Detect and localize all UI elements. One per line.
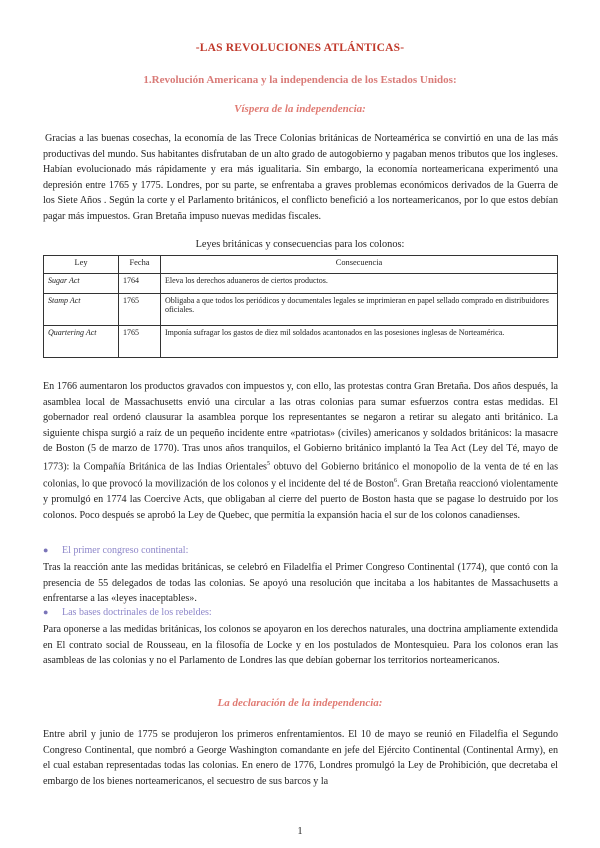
header-consecuencia: Consecuencia: [161, 256, 558, 274]
footnote-ref: 5: [267, 460, 270, 467]
subheading-vispera: Víspera de la independencia:: [234, 103, 366, 115]
paragraph-congreso: Tras la reacción ante las medidas británicas, se celebró en Filadelfia el Primer Congreso Continental (1774), que contó con la presencia de 55 delegados de todas las colonias. Se apoyó una resolución que incitaba a los habitantes de Massachusetts a enfrentarse a las «leyes inaceptables».: [43, 562, 558, 604]
cell-fecha: 1764: [119, 274, 161, 294]
header-ley: Ley: [44, 256, 119, 274]
bullet-bases: [43, 607, 212, 618]
laws-table: [43, 255, 558, 358]
table-row: [44, 326, 558, 358]
paragraph-1766-part-b: obtuvo del Gobierno británico el monopolio de la venta de té en las colonias, lo que provocó la movilización de los colonos y el incidente del té de Boston: [43, 460, 559, 490]
table-caption: Leyes británicas y consecuencias para los colonos:: [195, 239, 405, 250]
cell-consecuencia: Obligaba a que todos los periódicos y documentales legales se imprimieran en papel sellado comprado en distribuidores oficiales.: [161, 294, 558, 326]
page-number: 1: [297, 826, 303, 837]
bullet-congreso: [43, 545, 189, 556]
bullet-dot-icon: ●: [43, 607, 49, 617]
table-header-row: [44, 256, 558, 274]
table-row: [44, 294, 558, 326]
intro-paragraph: Gracias a las buenas cosechas, la economía de las Trece Colonias británicas de Norteamérica se convirtió en una de las más productivas del mundo. Sus habitantes disfrutaban de un alto grado de autogobierno y pagaban menos tributos que los ingleses. Habían evolucionado más rápidamente y era más igualitaria. Sin embargo, la economía norteamericana experimentó una depresión entre 1765 y 1775. Londres, por su parte, se enfrentaba a graves problemas económicos derivados de la Guerra de los Siete Años . Según la corte y el Parlamento británicos, el conflicto benefició a los norteamericanos, por lo que estos debían pagar más impuestos. Gran Bretaña impuso nuevas medidas fiscales.: [43, 133, 558, 222]
cell-fecha: 1765: [119, 294, 161, 326]
bullet-dot-icon: ●: [43, 545, 49, 555]
subheading-declaracion: La declaración de la independencia:: [217, 697, 383, 709]
cell-ley: Quartering Act: [44, 326, 119, 358]
cell-ley: Sugar Act: [44, 274, 119, 294]
section-heading: 1.Revolución Americana y la independencia de los Estados Unidos:: [143, 74, 457, 86]
paragraph-1766-part-a: En 1766 aumentaron los productos gravados con impuestos y, con ello, las protestas contra Gran Bretaña. Dos años después, la asamblea local de Massachusetts envió una circular a las otras colonias para sumar esfuerzos contra estas medidas. El gobernador real ordenó clausurar la asamblea porque los representantes se negaron a retirar su alegato anti británico. La siguiente chispa surgió a raíz de un pequeño incidente entre «patriotas» (civiles) americanos y soldados británicos: la masacre de Boston (5 de marzo de 1770). Tras unos años tranquilos, el Gobierno británico implantó la Tea Act (Ley del Té, mayo de 1773): la Compañía Británica de las Indias Orientales: [43, 381, 558, 472]
paragraph-bases: Para oponerse a las medidas británicas, los colonos se apoyaron en los derechos naturales, una doctrina ampliamente extendida en El contrato social de Rousseau, en la filosofía de Locke y en los postulados de Montesquieu. Para los colonos eran las asambleas de las colonias y no el Parlamento de Londres las que debían gobernar los territorios norteamericanos.: [43, 624, 558, 666]
cell-fecha: 1765: [119, 326, 161, 358]
paragraph-1766: [43, 379, 558, 523]
document-title: -LAS REVOLUCIONES ATLÁNTICAS-: [195, 42, 405, 54]
paragraph-1766-part-c: . Gran Bretaña reaccionó violentamente y promulgó en 1774 las Coercive Acts, que obligaban al cierre del puerto de Boston hasta que se pagase lo destruido por los colonos. Poco después se aprobó la Ley de Quebec, que permitía la expansión hacia el sur de los colonos canadienses.: [43, 478, 558, 521]
table-row: [44, 274, 558, 294]
cell-ley: Stamp Act: [44, 294, 119, 326]
footnote-ref: 6: [393, 478, 397, 485]
header-fecha: Fecha: [119, 256, 161, 274]
cell-consecuencia: Eleva los derechos aduaneros de ciertos productos.: [161, 274, 558, 294]
cell-consecuencia: Imponía sufragar los gastos de diez mil soldados acantonados en las posesiones inglesas de Norteamérica.: [161, 326, 558, 358]
bullet-label: Las bases doctrinales de los rebeldes:: [62, 607, 212, 618]
bullet-label: El primer congreso continental:: [62, 545, 189, 556]
paragraph-1775: Entre abril y junio de 1775 se produjeron los primeros enfrentamientos. El 10 de mayo se reunió en Filadelfia el Segundo Congreso Continental, que nombró a George Washington comandante en jefe del Ejército Continental (Continental Army), en el cual estaban representadas todas las colonias. En enero de 1776, Londres promulgó la Ley de Prohibición, que decretaba el embargo de los bienes norteamericanos, el secuestro de sus barcos y la: [43, 729, 558, 787]
